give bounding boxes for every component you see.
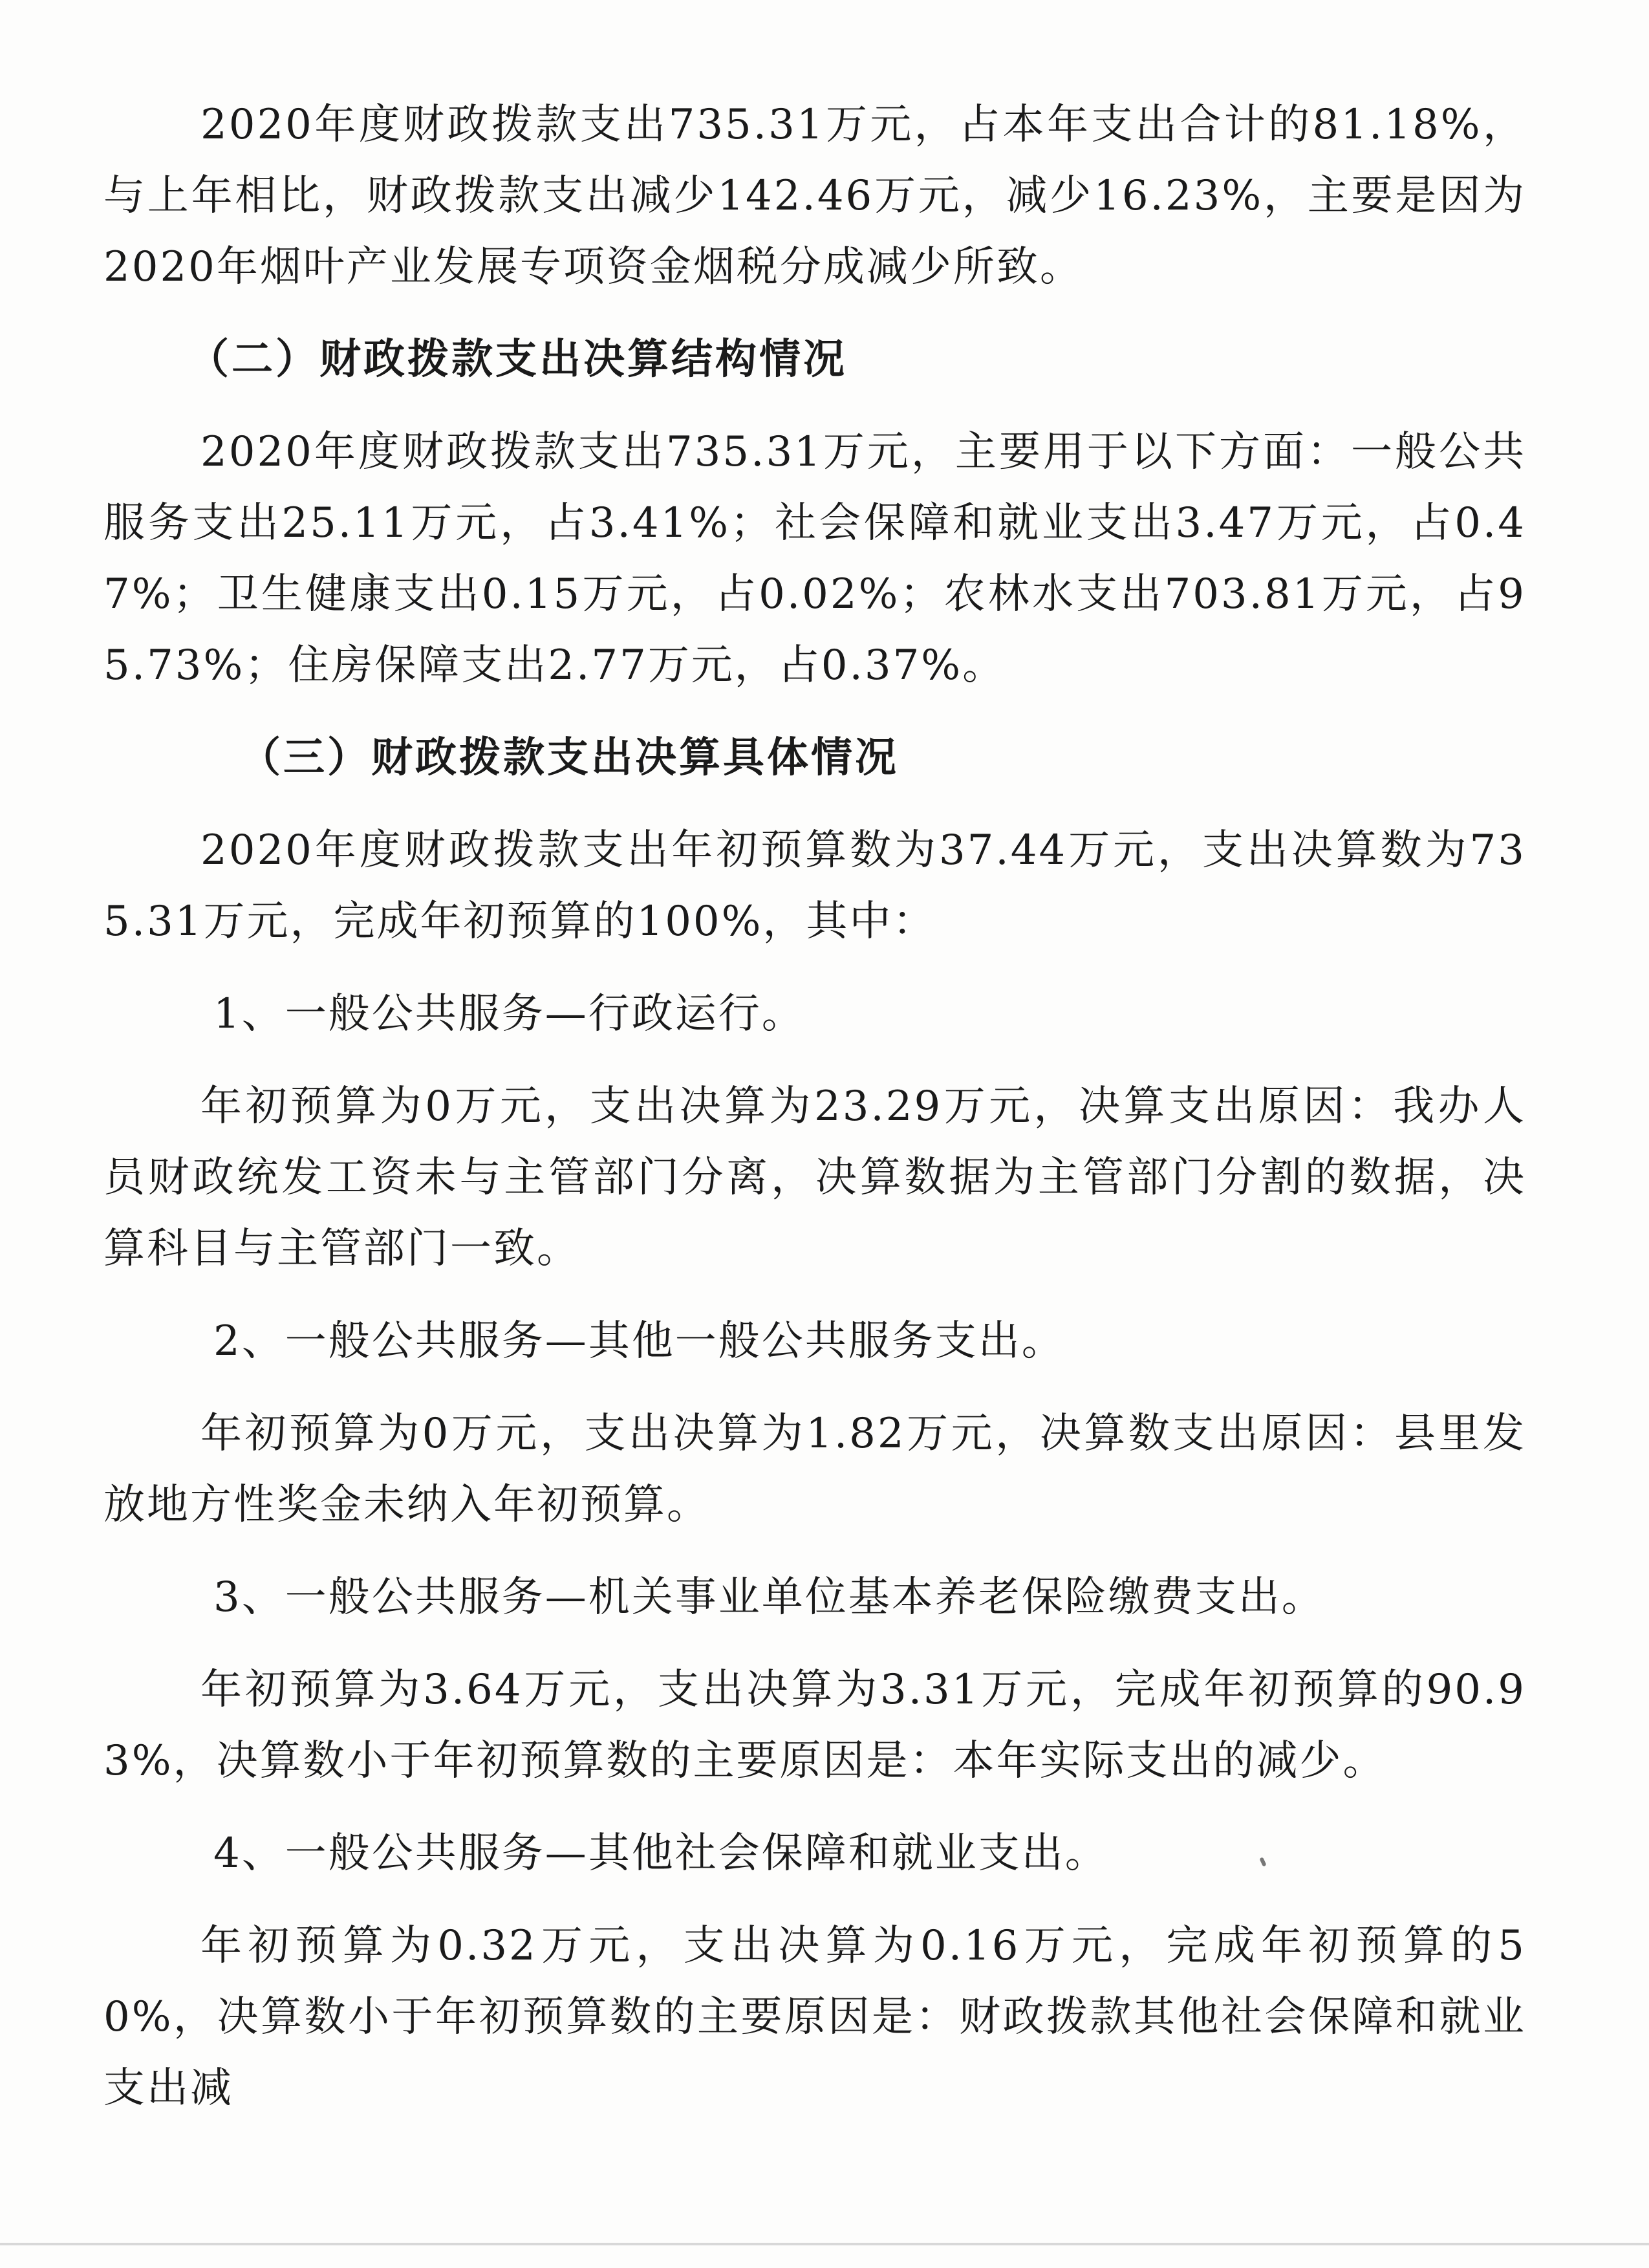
section-heading-structure: （二）财政拨款支出决算结构情况 <box>188 335 847 383</box>
paragraph-item-2-detail: 年初预算为0万元，支出决算为1.82万元，决算数支出原因：县里发放地方性奖金未纳入年初预算。 <box>103 1410 1526 1529</box>
list-item-3: 3、一般公共服务—机关事业单位基本养老保险缴费支出。 <box>213 1573 1325 1621</box>
paragraph-item-3-detail: 年初预算为3.64万元，支出决算为3.31万元，完成年初预算的90.93%，决算数小于年初预算数的主要原因是：本年实际支出的减少。 <box>103 1666 1526 1785</box>
paragraph-item-4-detail: 年初预算为0.32万元，支出决算为0.16万元，完成年初预算的50%，决算数小于年初预算数的主要原因是：财政拨款其他社会保障和就业支出减 <box>103 1922 1526 2112</box>
paragraph-item-1-detail: 年初预算为0万元，支出决算为23.29万元，决算支出原因：我办人员财政统发工资未与主管部门分离，决算数据为主管部门分割的数据，决算科目与主管部门一致。 <box>103 1083 1526 1273</box>
list-item-2: 2、一般公共服务—其他一般公共服务支出。 <box>213 1317 1065 1365</box>
list-item-1: 1、一般公共服务—行政运行。 <box>213 990 805 1038</box>
scan-bottom-edge <box>0 2243 1649 2245</box>
paragraph-expenditure-summary: 2020年度财政拨款支出735.31万元，占本年支出合计的81.18%，与上年相比，财政拨款支出减少142.46万元，减少16.23%，主要是因为2020年烟叶产业发展专项资金烟税分成减少所致。 <box>103 101 1526 291</box>
paragraph-budget-overview: 2020年度财政拨款支出年初预算数为37.44万元，支出决算数为735.31万元，完成年初预算的100%，其中： <box>103 826 1526 945</box>
list-item-4: 4、一般公共服务—其他社会保障和就业支出。 <box>213 1830 1108 1877</box>
section-heading-specific: （三）财政拨款支出决算具体情况 <box>239 733 899 782</box>
document-body <box>103 89 1526 2145</box>
paragraph-structure-detail: 2020年度财政拨款支出735.31万元，主要用于以下方面：一般公共服务支出25.11万元，占3.41%；社会保障和就业支出3.47万元，占0.47%；卫生健康支出0.15万元，占0.02%；农林水支出703.81万元，占95.73%；住房保障支出2.77万元，占0.37%。 <box>103 428 1526 689</box>
